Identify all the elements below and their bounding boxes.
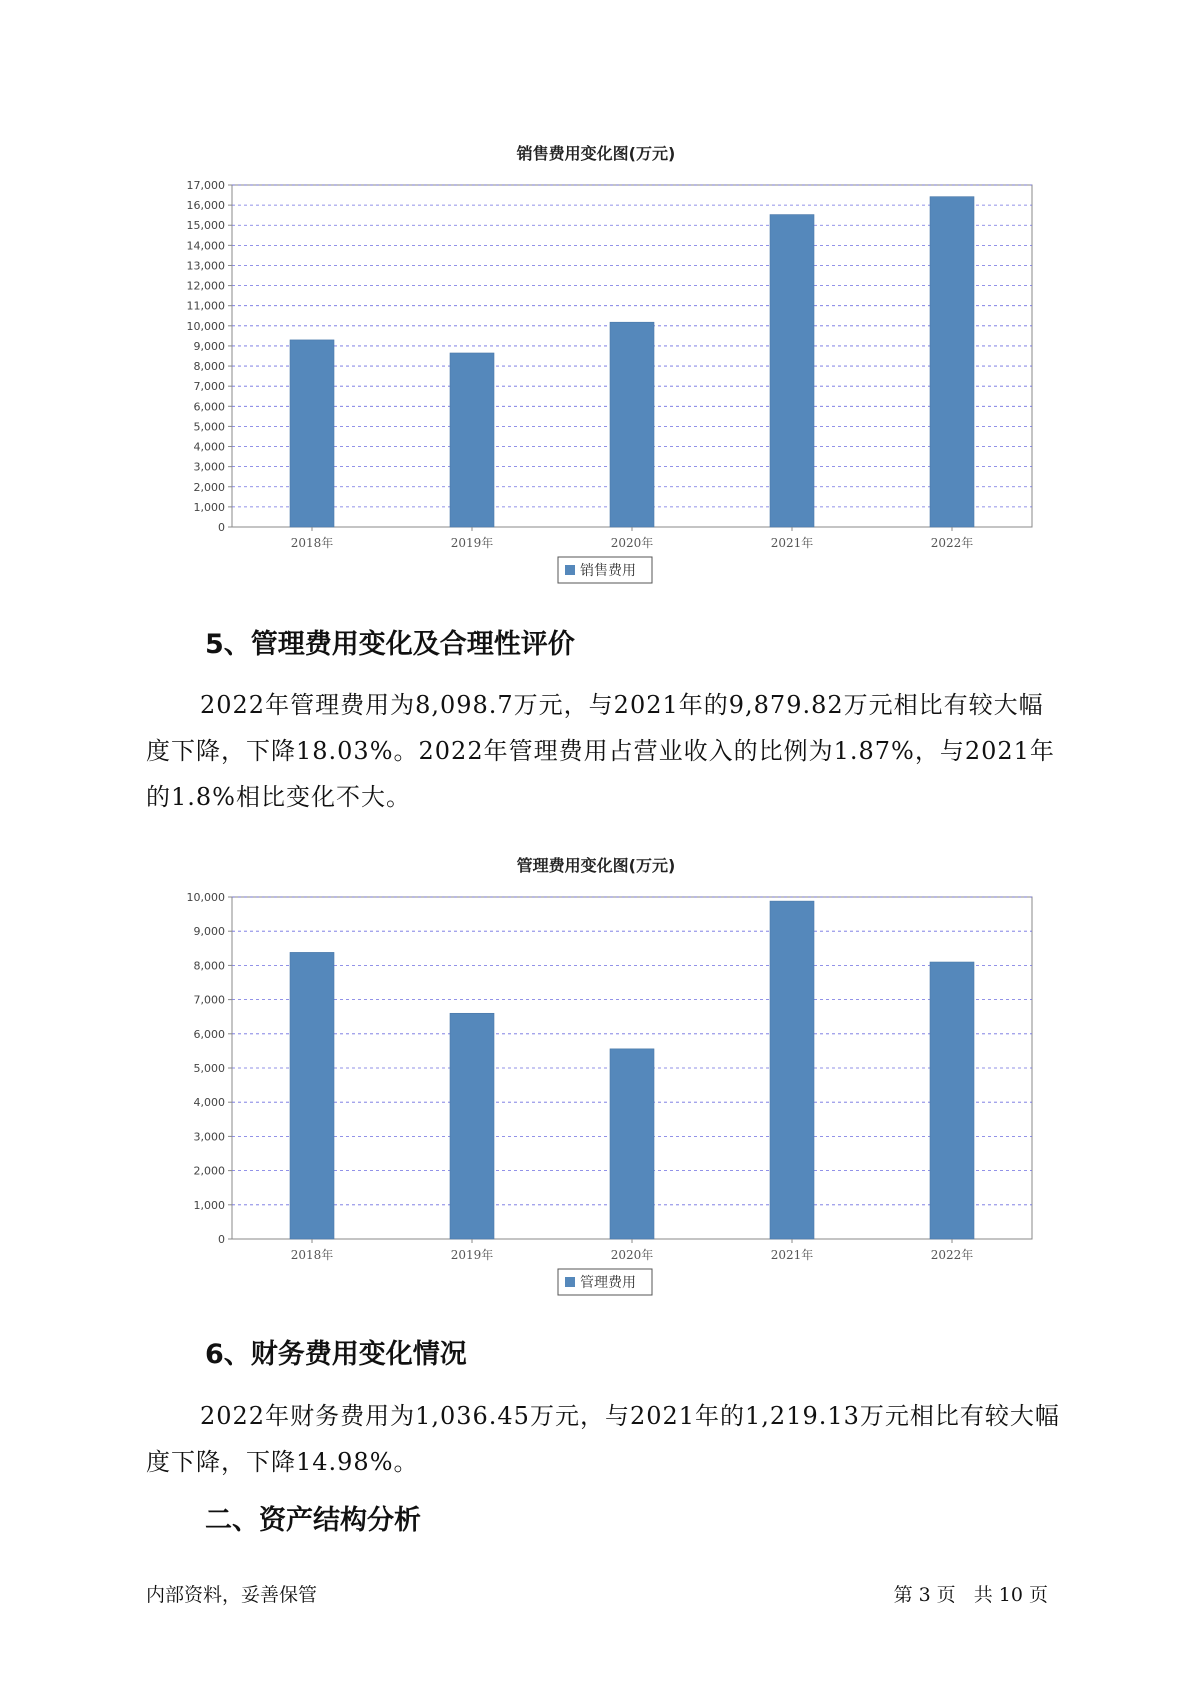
section-two-heading: 二、资产结构分析	[205, 1505, 421, 1536]
y-tick-label: 15,000	[186, 219, 225, 233]
bar	[610, 1049, 654, 1239]
sales-expense-chart	[0, 130, 1191, 600]
admin-expense-chart	[0, 842, 1191, 1312]
y-tick-label: 4,000	[193, 440, 225, 454]
y-tick-label: 1,000	[193, 500, 225, 514]
y-tick-label: 7,000	[193, 993, 225, 1007]
x-tick-label: 2018年	[290, 1248, 334, 1262]
y-tick-label: 9,000	[193, 339, 225, 353]
bar	[930, 197, 974, 527]
y-tick-label: 3,000	[193, 1130, 225, 1144]
y-tick-label: 10,000	[186, 891, 225, 904]
x-tick-label: 2019年	[450, 536, 494, 550]
y-tick-label: 14,000	[186, 239, 225, 253]
section5-heading: 5、管理费用变化及合理性评价	[205, 629, 575, 660]
y-tick-label: 6,000	[193, 400, 225, 414]
x-tick-label: 2021年	[770, 536, 814, 550]
x-tick-label: 2022年	[930, 1248, 974, 1262]
bar	[450, 353, 494, 527]
chart-title: 管理费用变化图(万元)	[516, 856, 676, 875]
y-tick-label: 0	[218, 1233, 225, 1246]
bar	[770, 901, 814, 1239]
y-tick-label: 10,000	[186, 319, 225, 333]
y-tick-label: 6,000	[193, 1027, 225, 1041]
section6-heading: 6、财务费用变化情况	[205, 1339, 467, 1370]
footer-page-number	[891, 1580, 1051, 1607]
bar	[770, 215, 814, 527]
y-tick-label: 12,000	[186, 279, 225, 293]
y-tick-label: 5,000	[193, 1062, 225, 1075]
page-mid: 页	[936, 1584, 956, 1606]
page-total: 10	[998, 1584, 1023, 1606]
section6-paragraph: 2022年财务费用为1,036.45万元，与2021年的1,219.13万元相比有较大幅度下降，下降14.98%。	[146, 1402, 1060, 1476]
legend-swatch	[565, 565, 575, 575]
section5-paragraph: 2022年管理费用为8,098.7万元，与2021年的9,879.82万元相比有较大幅度下降，下降18.03%。2022年管理费用占营业收入的比例为1.87%，与2021年的1.8%相比变化不大。	[146, 691, 1055, 811]
y-tick-label: 5,000	[193, 420, 225, 434]
page-current: 3	[918, 1584, 931, 1606]
y-tick-label: 3,000	[193, 460, 225, 474]
bar	[610, 322, 654, 527]
y-tick-label: 8,000	[193, 959, 225, 973]
admin-expense-chart-svg	[0, 842, 1191, 1312]
page-suffix: 页	[1028, 1584, 1048, 1606]
y-tick-label: 1,000	[193, 1198, 225, 1212]
y-tick-label: 0	[218, 521, 225, 534]
y-tick-label: 16,000	[186, 199, 225, 213]
x-tick-label: 2019年	[450, 1248, 494, 1262]
bar	[290, 952, 334, 1239]
legend-swatch	[565, 1277, 575, 1287]
bar	[930, 962, 974, 1239]
page-prefix: 第	[893, 1584, 913, 1606]
legend	[558, 557, 652, 583]
bar	[450, 1013, 494, 1239]
y-tick-label: 11,000	[186, 299, 225, 313]
x-tick-label: 2020年	[610, 1248, 654, 1262]
total-prefix: 共	[973, 1584, 993, 1606]
y-tick-label: 2,000	[193, 1164, 225, 1178]
footer-confidential: 内部资料，妥善保管	[146, 1584, 318, 1606]
sales-expense-chart-svg	[0, 130, 1191, 600]
legend-label: 管理费用	[580, 1275, 636, 1291]
y-tick-label: 9,000	[193, 925, 225, 939]
legend	[558, 1269, 652, 1295]
x-tick-label: 2022年	[930, 536, 974, 550]
y-tick-label: 7,000	[193, 380, 225, 394]
y-tick-label: 17,000	[186, 179, 225, 192]
y-tick-label: 4,000	[193, 1096, 225, 1110]
y-tick-label: 8,000	[193, 360, 225, 374]
legend-label: 销售费用	[580, 563, 636, 579]
chart-title: 销售费用变化图(万元)	[516, 144, 676, 163]
x-tick-label: 2020年	[610, 536, 654, 550]
bar	[290, 340, 334, 527]
y-tick-label: 13,000	[186, 259, 225, 273]
x-tick-label: 2018年	[290, 536, 334, 550]
y-tick-label: 2,000	[193, 480, 225, 494]
x-tick-label: 2021年	[770, 1248, 814, 1262]
